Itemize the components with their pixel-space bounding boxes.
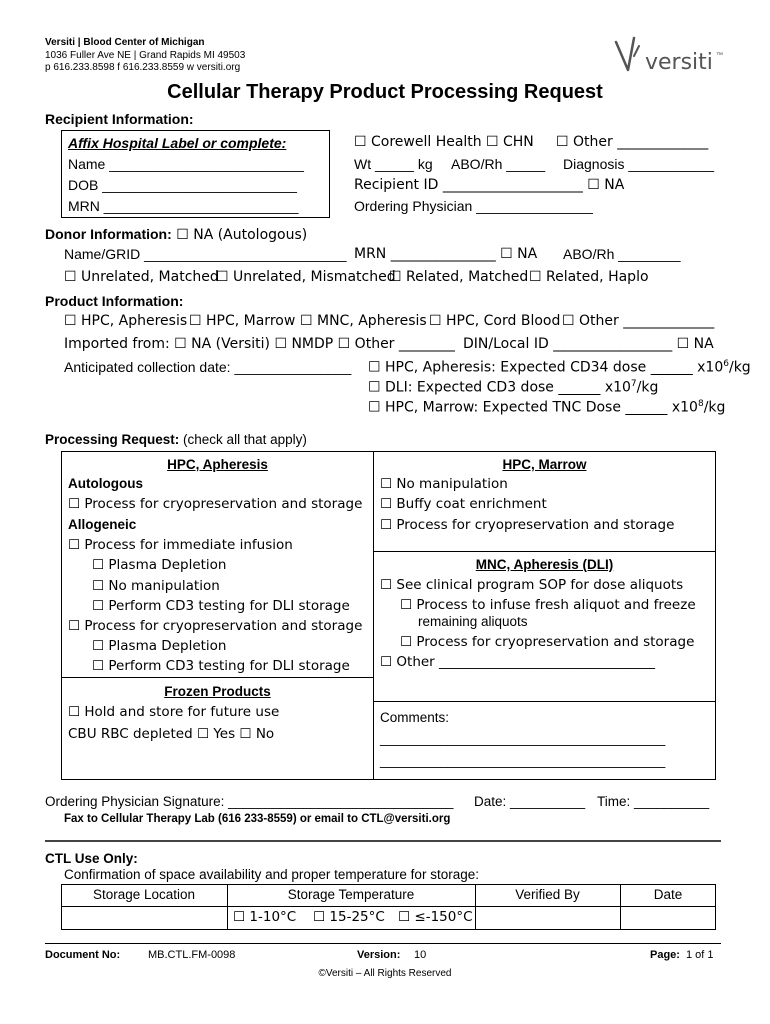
- related-matched-checkbox[interactable]: ☐ Related, Matched: [389, 269, 529, 285]
- marrow-no-manipulation-checkbox[interactable]: ☐ No manipulation: [380, 476, 508, 492]
- ctl-confirmation: Confirmation of space availability and proper temperature for storage:: [64, 867, 479, 882]
- dose-cd34-unit: /kg: [728, 359, 751, 376]
- copyright: ©Versiti – All Rights Reserved: [318, 968, 452, 979]
- storage-table-header-line: [61, 906, 716, 907]
- dose-cd3-exponent: 7: [630, 379, 637, 389]
- mnc-other-checkbox[interactable]: ☐ Other ________________________________: [380, 654, 656, 670]
- corewell-checkbox[interactable]: ☐ Corewell Health: [354, 134, 482, 150]
- cd3-testing-2-checkbox[interactable]: ☐ Perform CD3 testing for DLI storage: [92, 658, 350, 674]
- autologous-cryo-checkbox[interactable]: ☐ Process for cryopreservation and storage: [68, 496, 363, 512]
- affix-label: Affix Hospital Label or complete:: [68, 135, 287, 151]
- versiti-logo: [612, 36, 722, 80]
- related-haplo-checkbox[interactable]: ☐ Related, Haplo: [529, 269, 649, 285]
- plasma-depletion-2-checkbox[interactable]: ☐ Plasma Depletion: [92, 638, 227, 654]
- din-local-id-field[interactable]: DIN/Local ID _________________ ☐ NA: [463, 336, 714, 352]
- recipient-id-field[interactable]: Recipient ID ____________________ ☐ NA: [354, 177, 625, 193]
- recipient-mrn-field[interactable]: MRN _________________________: [68, 198, 299, 214]
- no-manipulation-1-checkbox[interactable]: ☐ No manipulation: [92, 578, 220, 594]
- dose-cd3-checkbox[interactable]: [368, 379, 658, 396]
- mnc-apheresis-title: MNC, Apheresis (DLI): [475, 557, 614, 572]
- signature-date-field[interactable]: Date: __________: [474, 794, 586, 809]
- product-hpc-marrow-checkbox[interactable]: ☐ HPC, Marrow: [189, 313, 296, 329]
- donor-mrn-field[interactable]: MRN _______________ ☐ NA: [354, 246, 538, 262]
- dose-tnc-label: ☐ HPC, Marrow: Expected TNC Dose ______ x10: [368, 399, 698, 416]
- org-address: 1036 Fuller Ave NE | Grand Rapids MI 49503: [45, 50, 246, 61]
- temp-15-25-checkbox[interactable]: ☐ 15-25°C: [313, 909, 385, 925]
- col-verified-by: Verified By: [515, 887, 580, 902]
- product-hpc-apheresis-checkbox[interactable]: ☐ HPC, Apheresis: [64, 313, 188, 329]
- org-contact: p 616.233.8598 f 616.233.8559 w versiti.org: [45, 62, 241, 73]
- diagnosis-field[interactable]: Diagnosis ___________: [563, 156, 715, 172]
- donor-section-header: [45, 226, 307, 243]
- dose-tnc-checkbox[interactable]: [368, 399, 725, 416]
- processing-section-label: Processing Request:: [45, 432, 180, 447]
- versiti-logo-text: versiti: [645, 50, 713, 75]
- dose-cd34-exponent: 6: [723, 359, 729, 369]
- versiti-logo-tm: ™: [716, 52, 723, 59]
- product-mnc-apheresis-checkbox[interactable]: ☐ MNC, Apheresis: [300, 313, 427, 329]
- frozen-products-title: Frozen Products: [164, 684, 271, 699]
- frozen-divider: [61, 677, 374, 678]
- product-section-label: Product Information:: [45, 293, 184, 309]
- mnc-cryo-checkbox[interactable]: ☐ Process for cryopreservation and storage: [400, 634, 695, 650]
- dose-cd34-label: ☐ HPC, Apheresis: Expected CD34 dose ______ x10: [368, 359, 724, 376]
- mnc-divider: [373, 551, 716, 552]
- donor-na-autologous-checkbox[interactable]: ☐ NA (Autologous): [171, 227, 308, 243]
- dose-cd34-checkbox[interactable]: [368, 359, 751, 376]
- temp-1-10-checkbox[interactable]: ☐ 1-10°C: [233, 909, 297, 925]
- ordering-physician-field[interactable]: Ordering Physician _______________: [354, 198, 593, 214]
- fax-instructions: Fax to Cellular Therapy Lab (616 233-8559) or email to CTL@versiti.org: [64, 813, 451, 825]
- mnc-infuse-fresh-checkbox[interactable]: ☐ Process to infuse fresh aliquot and freeze: [400, 597, 696, 613]
- allogeneic-cryo-checkbox[interactable]: ☐ Process for cryopreservation and storage: [68, 618, 363, 634]
- hpc-marrow-title: HPC, Marrow: [502, 457, 587, 472]
- page-title: Cellular Therapy Product Processing Request: [167, 81, 603, 103]
- plasma-depletion-1-checkbox[interactable]: ☐ Plasma Depletion: [92, 557, 227, 573]
- dose-cd3-label: ☐ DLI: Expected CD3 dose ______ x10: [368, 379, 631, 396]
- comments-line-1[interactable]: ______________________________________: [380, 731, 666, 746]
- ctl-divider: [45, 840, 721, 842]
- hold-store-checkbox[interactable]: ☐ Hold and store for future use: [68, 704, 280, 720]
- temp-minus150-checkbox[interactable]: ☐ ≤-150°C: [398, 909, 473, 925]
- recipient-name-field[interactable]: Name _________________________: [68, 156, 304, 172]
- footer-divider: [45, 943, 721, 944]
- product-other-checkbox[interactable]: ☐ Other _____________: [562, 313, 715, 329]
- col-date: Date: [653, 887, 683, 902]
- immediate-infusion-checkbox[interactable]: ☐ Process for immediate infusion: [68, 537, 293, 553]
- allogeneic-label: Allogeneic: [68, 517, 137, 532]
- comments-divider: [373, 701, 716, 702]
- cbu-rbc-depleted-row[interactable]: CBU RBC depleted ☐ Yes ☐ No: [68, 726, 275, 742]
- hpc-apheresis-title: HPC, Apheresis: [167, 457, 268, 472]
- version-label: Version:: [357, 949, 401, 961]
- recipient-abo-field[interactable]: ABO/Rh _____: [451, 156, 546, 172]
- page-label: Page:: [650, 949, 680, 961]
- comments-label: Comments:: [380, 710, 450, 725]
- donor-abo-field[interactable]: ABO/Rh ________: [563, 246, 681, 262]
- processing-grid-divider: [373, 451, 374, 780]
- unrelated-mismatched-checkbox[interactable]: ☐ Unrelated, Mismatched: [216, 269, 396, 285]
- cd3-testing-1-checkbox[interactable]: ☐ Perform CD3 testing for DLI storage: [92, 598, 350, 614]
- dose-cd3-unit: /kg: [636, 379, 659, 396]
- other-hospital-checkbox[interactable]: ☐ Other _____________: [556, 134, 709, 150]
- dose-tnc-exponent: 8: [697, 399, 704, 409]
- processing-section-header: [45, 432, 307, 447]
- mnc-sop-checkbox[interactable]: ☐ See clinical program SOP for dose aliquots: [380, 577, 684, 593]
- recipient-dob-field[interactable]: DOB _________________________: [68, 177, 297, 193]
- marrow-buffy-coat-checkbox[interactable]: ☐ Buffy coat enrichment: [380, 496, 547, 512]
- org-name: Versiti | Blood Center of Michigan: [45, 37, 205, 48]
- marrow-cryo-checkbox[interactable]: ☐ Process for cryopreservation and storage: [380, 517, 675, 533]
- page-value: 1 of 1: [686, 949, 714, 961]
- autologous-label: Autologous: [68, 476, 143, 491]
- version-value: 10: [414, 949, 427, 961]
- ctl-title: CTL Use Only:: [45, 851, 138, 866]
- physician-signature-field[interactable]: Ordering Physician Signature: ______________________________: [45, 794, 454, 809]
- comments-line-2[interactable]: ______________________________________: [380, 753, 666, 768]
- signature-time-field[interactable]: Time: __________: [597, 794, 710, 809]
- donor-section-label: Donor Information:: [45, 226, 172, 242]
- doc-no-label: Document No:: [45, 949, 121, 961]
- product-hpc-cord-checkbox[interactable]: ☐ HPC, Cord Blood: [429, 313, 561, 329]
- col-storage-temperature: Storage Temperature: [287, 887, 415, 902]
- chn-checkbox[interactable]: ☐ CHN: [486, 134, 534, 150]
- weight-field[interactable]: Wt _____ kg: [354, 156, 433, 172]
- processing-section-note: (check all that apply): [179, 432, 307, 447]
- imported-from-row[interactable]: Imported from: ☐ NA (Versiti) ☐ NMDP ☐ Other ________: [64, 336, 455, 352]
- dose-tnc-unit: /kg: [703, 399, 726, 416]
- unrelated-matched-checkbox[interactable]: ☐ Unrelated, Matched: [64, 269, 219, 285]
- recipient-section-label: Recipient Information:: [45, 111, 194, 127]
- doc-no-value: MB.CTL.FM-0098: [148, 949, 236, 961]
- mnc-infuse-fresh-cont: remaining aliquots: [418, 614, 528, 629]
- col-storage-location: Storage Location: [92, 887, 196, 902]
- anticipated-collection-date-field[interactable]: Anticipated collection date: _______________: [64, 359, 352, 375]
- donor-name-grid-field[interactable]: Name/GRID __________________________: [64, 246, 347, 262]
